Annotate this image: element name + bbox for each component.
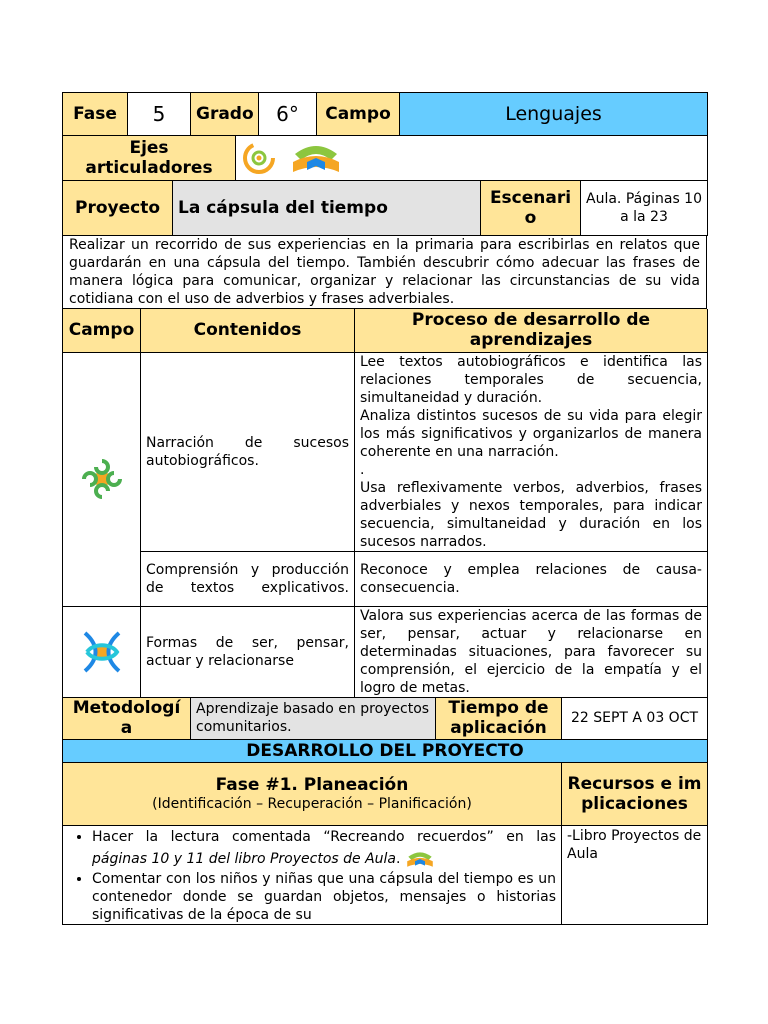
recursos-label: Recursos e implicaciones — [562, 762, 708, 825]
actividad-1-end: . — [396, 850, 401, 867]
description-table — [62, 236, 707, 309]
col-proceso-header: Proceso de desarrollo de aprendizajes — [355, 309, 708, 352]
pda-narracion-1: Lee textos autobiográficos e identifica las relaciones temporales de secuencia, simultaneidad y duración. — [360, 353, 702, 406]
content-table — [62, 309, 708, 698]
ejes-label: Ejes articuladores — [63, 136, 236, 180]
project-description: Realizar un recorrido de sus experiencias en la primaria para escribirlas en relatos que guardarán en una cápsula del tiempo. También descubrir cómo adecuar las frases de manera lógica para comunicar, organizar y relacionar las circunstancias de su vida cotidiana con el uso de adverbios y frases adverbiales. — [63, 236, 707, 309]
grado-value: 6° — [259, 93, 317, 136]
actividades-cell — [63, 825, 562, 924]
campo-icon-cell-1 — [63, 352, 141, 606]
grado-label: Grado — [191, 93, 259, 136]
desarrollo-title: DESARROLLO DEL PROYECTO — [63, 740, 708, 762]
actividad-1-ref: páginas 10 y 11 del libro Proyectos de Aula — [92, 850, 397, 867]
pda-narracion-3: . — [360, 461, 365, 478]
interculturalidad-icon — [77, 627, 127, 677]
content-explicativos-text: Comprensión y producción de textos explicativos. — [146, 561, 349, 596]
proyecto-title: La cápsula del tiempo — [173, 181, 481, 236]
recursos-value: -Libro Proyectos de Aula — [562, 825, 708, 924]
tiempo-value: 22 SEPT A 03 OCT — [562, 698, 708, 740]
metodologia-value: Aprendizaje basado en proyectos comunitarios. — [191, 698, 436, 740]
content-formas: Formas de ser, pensar, actuar y relacionarse — [141, 606, 355, 697]
planning-document — [62, 92, 707, 925]
fase-value: 5 — [128, 93, 191, 136]
content-explicativos — [141, 551, 355, 606]
escenario-value: Aula. Páginas 10 a la 23 — [581, 181, 708, 236]
ejes-table — [62, 136, 708, 181]
lectura-icon — [405, 848, 435, 870]
pda-explicativos: Reconoce y emplea relaciones de causa-consecuencia. — [355, 551, 708, 606]
col-contenidos-header: Contenidos — [141, 309, 355, 352]
metodologia-table — [62, 698, 708, 741]
pda-formas: Valora sus experiencias acerca de las formas de ser, pensar, actuar y relacionarse en determinadas situaciones, para favorecer su comprensión, el ejercicio de la empatía y el logro de metas. — [355, 606, 708, 697]
actividad-item — [92, 827, 556, 870]
fase-heading-cell — [63, 762, 562, 825]
actividad-1-text: Hacer la lectura comentada “Recreando recuerdos” en las — [92, 828, 556, 845]
actividades-list — [68, 827, 556, 924]
desarrollo-table — [62, 740, 708, 925]
ejes-icons — [236, 136, 708, 180]
campo-value: Lenguajes — [400, 93, 708, 136]
escenario-label: Escenario — [481, 181, 581, 236]
vida-saludable-icon — [78, 455, 126, 503]
tiempo-label: Tiempo de aplicación — [436, 698, 562, 740]
lectura-icon — [289, 140, 343, 176]
header-table — [62, 92, 708, 136]
metodologia-label: Metodología — [63, 698, 191, 740]
fase-subheading: (Identificación – Recuperación – Planificación) — [152, 795, 472, 812]
inclusion-icon — [241, 139, 281, 177]
fase-label: Fase — [63, 93, 128, 136]
proyecto-label: Proyecto — [63, 181, 173, 236]
pda-narracion-4: Usa reflexivamente verbos, adverbios, frases adverbiales y nexos temporales, para indicar secuencia, simultaneidad y duración en los sucesos narrados. — [360, 479, 702, 550]
col-campo-header: Campo — [63, 309, 141, 352]
fase-heading: Fase #1. Planeación — [215, 774, 409, 795]
proyecto-table — [62, 181, 708, 237]
campo-label: Campo — [317, 93, 400, 136]
campo-icon-cell-2 — [63, 606, 141, 697]
content-narracion: Narración de sucesos autobiográficos. — [141, 352, 355, 551]
pda-narracion — [355, 352, 708, 551]
pda-narracion-2: Analiza distintos sucesos de su vida para elegir los más significativos y organizarlos de manera coherente en una narración. — [360, 407, 702, 460]
actividad-item: • Comentar con los niños y niñas que una cápsula del tiempo es un contenedor donde se guardan objetos, mensajes o historias significativas de la época de su — [92, 870, 556, 924]
